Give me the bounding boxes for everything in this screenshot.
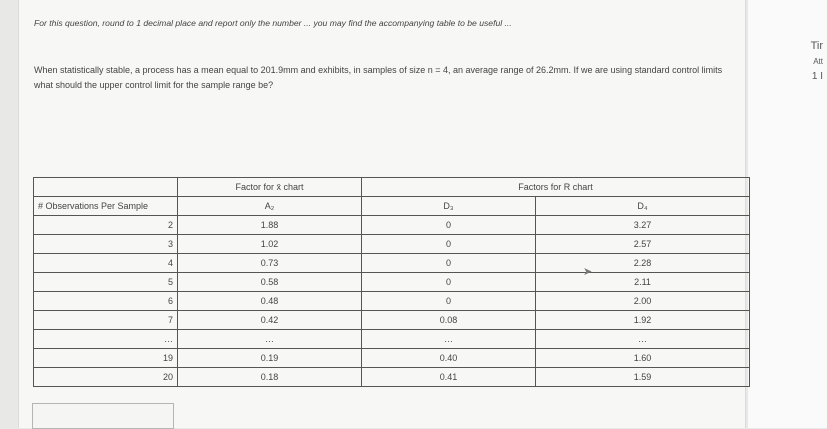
side-panel-line-2: Att [813, 57, 823, 66]
table-row [34, 254, 750, 273]
table-row [34, 349, 750, 368]
cell-d3: 0.40 [362, 349, 536, 368]
control-chart-factors-table [33, 177, 750, 387]
cell-d3: 0 [362, 235, 536, 254]
side-panel-line-3: 1 I [811, 71, 823, 82]
header-a2: A₂ [178, 197, 362, 216]
cell-n: 2 [34, 216, 178, 235]
cell-n: 20 [34, 368, 178, 387]
header-xbar-factor: Factor for x̄ chart [178, 178, 362, 197]
cell-a2: 0.18 [178, 368, 362, 387]
side-panel [748, 0, 827, 428]
cell-d4: 1.60 [536, 349, 750, 368]
cell-a2: 1.88 [178, 216, 362, 235]
cell-d4: 1.59 [536, 368, 750, 387]
cell-d3: 0 [362, 292, 536, 311]
cell-d3: 0.08 [362, 311, 536, 330]
cell-d4: … [536, 330, 750, 349]
cell-a2: 0.42 [178, 311, 362, 330]
cell-d4: 3.27 [536, 216, 750, 235]
cell-d3: … [362, 330, 536, 349]
table-row [34, 311, 750, 330]
cell-n: 3 [34, 235, 178, 254]
question-text: When statistically stable, a process has a mean equal to 201.9mm and exhibits, in samples of size n = 4, an average range of 26.2mm. If we are using standard control limits what should the upper control limit for the sample range be? [34, 65, 723, 90]
cell-n: 4 [34, 254, 178, 273]
cell-n: 19 [34, 349, 178, 368]
cell-a2: 0.73 [178, 254, 362, 273]
header-r-factors: Factors for R chart [362, 178, 750, 197]
cell-a2: … [178, 330, 362, 349]
cell-d4: 2.57 [536, 235, 750, 254]
cell-a2: 0.58 [178, 273, 362, 292]
table-row [34, 368, 750, 387]
table-row [34, 235, 750, 254]
cell-d4: 2.11 [536, 273, 750, 292]
cell-n: 5 [34, 273, 178, 292]
header-d3: D₃ [362, 197, 536, 216]
table-corner [34, 178, 178, 197]
table-row [34, 292, 750, 311]
cell-d4: 2.28 [536, 254, 750, 273]
header-d4: D₄ [536, 197, 750, 216]
answer-input[interactable] [32, 403, 174, 429]
table-row [34, 330, 750, 349]
cell-a2: 0.19 [178, 349, 362, 368]
cell-d3: 0 [362, 216, 536, 235]
cell-d4: 2.00 [536, 292, 750, 311]
cell-n: 6 [34, 292, 178, 311]
header-observations: # Observations Per Sample [34, 197, 178, 216]
cell-d3: 0.41 [362, 368, 536, 387]
cell-d3: 0 [362, 254, 536, 273]
cell-d3: 0 [362, 273, 536, 292]
cell-n: … [34, 330, 178, 349]
table-row [34, 216, 750, 235]
table-row [34, 273, 750, 292]
mouse-cursor-icon: ➤ [583, 266, 593, 278]
cell-n: 7 [34, 311, 178, 330]
cell-a2: 1.02 [178, 235, 362, 254]
cell-d4: 1.92 [536, 311, 750, 330]
cell-a2: 0.48 [178, 292, 362, 311]
question-instructions: For this question, round to 1 decimal place and report only the number ... you may find the accompanying table to be useful ... [34, 18, 512, 28]
side-panel-line-1: Tir [810, 40, 823, 52]
